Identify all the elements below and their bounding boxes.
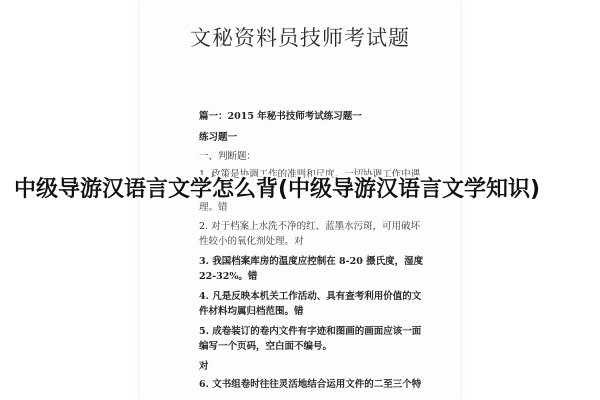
question-line-6: 22-32%。错 <box>199 271 258 282</box>
question-line-9: 5. 成卷装订的卷内文件有字迹和图画的画面应该一面 <box>199 326 422 337</box>
question-line-8: 件材料均属归档范围。错 <box>199 306 304 317</box>
exercise-label: 练习题一 <box>199 132 238 143</box>
question-line-2: 理。错 <box>199 202 228 213</box>
document-title: 文秘资料员技师考试题 <box>190 26 410 50</box>
question-line-11: 对 <box>199 361 209 372</box>
question-line-10: 编写一个页码，空白面不编号。 <box>199 341 333 352</box>
question-line-4: 性较小的氧化剂处理。对 <box>199 236 304 247</box>
question-line-1: 1. 政策是协调工作的准则和尺度。一切协调工作中遇 <box>199 169 421 180</box>
section-heading: 篇一：2015 年秘书技师考试练习题一 <box>199 111 362 122</box>
question-line-7: 4. 凡是反映本机关工作活动、具有查考利用价值的文 <box>199 291 422 302</box>
question-line-3: 2. 对于档案上水洗不净的红、蓝墨水污斑，可用破坏 <box>199 221 421 232</box>
question-line-12: 6. 文书组卷时往往灵活地结合运用文件的二至三个特 <box>199 379 422 390</box>
overlay-headline: 中级导游汉语言文学怎么背(中级导游汉语言文学知识) <box>14 177 541 202</box>
question-line-5: 3. 我国档案库房的温度应控制在 8-20 摄氏度，湿度 <box>199 256 424 267</box>
part-one-label: 一、判断题： <box>199 151 257 162</box>
